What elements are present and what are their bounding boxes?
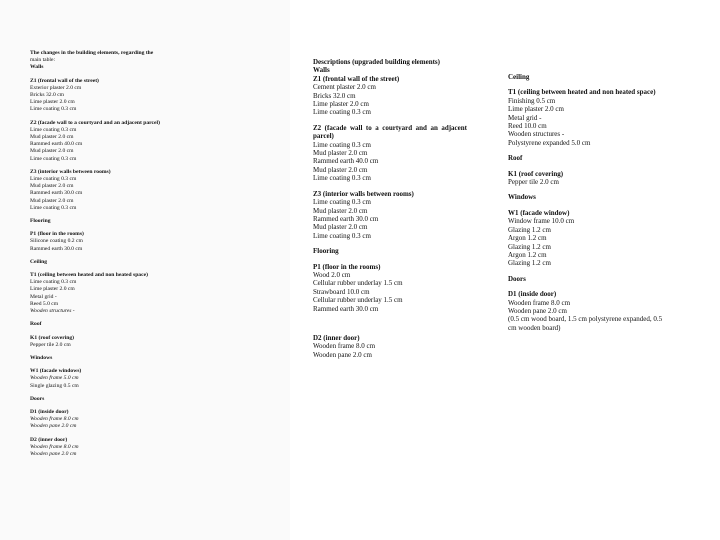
text-line: Wooden frame 8.0 cm bbox=[30, 416, 79, 423]
section-heading: D1 (inside door) bbox=[508, 290, 557, 299]
text-line: Cement plaster 2.0 cm bbox=[313, 83, 376, 92]
line-gap bbox=[508, 163, 708, 170]
text-line: Lime plaster 2.0 cm bbox=[30, 286, 75, 293]
text-line: Wooden pane 2.0 cm bbox=[30, 423, 77, 430]
section-heading: D2 (inner door) bbox=[313, 333, 360, 342]
text-line: Reed 5.0 cm bbox=[30, 300, 59, 307]
section-heading: Descriptions (upgraded building elements) bbox=[313, 58, 440, 66]
text-line: Mud plaster 2.0 cm bbox=[30, 197, 74, 204]
text-line: Rammed earth 30.0 cm bbox=[30, 245, 83, 252]
section-heading: Z2 (facade wall to a courtyard and an adjacent parcel) bbox=[30, 119, 160, 126]
text-line: Lime coating 0.3 cm bbox=[30, 106, 77, 113]
section-heading: Z1 (frontal wall of the street) bbox=[313, 74, 400, 83]
text-line: Wooden pane 2.0 cm bbox=[508, 306, 567, 315]
section-heading: Walls bbox=[30, 64, 44, 71]
text-line: cm wooden board) bbox=[508, 323, 561, 332]
text-line: Pepper tile 2.0 cm bbox=[508, 178, 559, 187]
section-heading: K1 (roof covering) bbox=[508, 169, 564, 178]
text-line: (0.5 cm wood board, 1.5 cm polystyrene expanded, 0.5 bbox=[508, 315, 663, 324]
section-heading: K1 (roof covering) bbox=[30, 334, 75, 341]
text-line: Strawboard 10.0 cm bbox=[313, 287, 370, 296]
text-line: Mud plaster 2.0 cm bbox=[30, 148, 74, 155]
text-line: Wooden pane 2.0 cm bbox=[313, 350, 372, 359]
section-heading: W1 (facade window) bbox=[508, 208, 570, 217]
text-line: Lime plaster 2.0 cm bbox=[30, 99, 75, 106]
original-elements-column bbox=[30, 50, 278, 458]
text-line: Lime plaster 2.0 cm bbox=[313, 100, 369, 109]
section-heading: D2 (inner door) bbox=[30, 436, 68, 443]
text-line: Rammed earth 40.0 cm bbox=[313, 157, 379, 166]
section-heading: Z2 (facade wall to a courtyard and an adjacent bbox=[313, 123, 467, 132]
text-line: Wooden pane 2.0 cm bbox=[30, 450, 77, 457]
section-heading: P1 (floor in the rooms) bbox=[30, 231, 84, 238]
line-gap bbox=[508, 186, 708, 193]
text-line: Rammed earth 30.0 cm bbox=[313, 304, 379, 313]
text-line: Bricks 32.0 cm bbox=[313, 91, 356, 100]
section-heading: parcel) bbox=[313, 132, 334, 141]
section-heading: Doors bbox=[30, 395, 45, 402]
section-heading: The changes in the building elements, regarding the bbox=[30, 50, 154, 56]
text-line: Silicone coating 0.2 cm bbox=[30, 238, 83, 245]
upgraded-elements-column-2 bbox=[508, 73, 708, 332]
section-heading: Flooring bbox=[313, 247, 339, 256]
text-line: Window frame 10.0 cm bbox=[508, 217, 575, 226]
section-heading: T1 (ceiling between heated and non heated space) bbox=[30, 272, 148, 279]
text-line: Rammed earth 30.0 cm bbox=[30, 190, 83, 197]
upgraded-elements-column bbox=[313, 58, 503, 359]
text-line: Finishing 0.5 cm bbox=[508, 96, 556, 105]
line-gap bbox=[508, 202, 708, 209]
section-heading: Roof bbox=[508, 154, 523, 163]
text-line: Lime coating 0.3 cm bbox=[313, 198, 371, 207]
text-line: Lime coating 0.3 cm bbox=[313, 231, 371, 240]
section-heading: Windows bbox=[508, 193, 536, 202]
line-gap bbox=[313, 240, 503, 247]
section-heading: P1 (floor in the rooms) bbox=[313, 262, 381, 271]
text-line: Wooden frame 8.0 cm bbox=[508, 298, 571, 307]
section-heading: Z3 (interior walls between rooms) bbox=[30, 168, 111, 175]
text-line: Mud plaster 2.0 cm bbox=[30, 134, 74, 141]
text-line: Single glazing 0.5 cm bbox=[30, 382, 79, 389]
section-heading: Ceiling bbox=[508, 73, 530, 81]
text-line: Mud plaster 2.0 cm bbox=[30, 183, 74, 190]
section-heading: Roof bbox=[30, 321, 42, 328]
text-line: Metal grid - bbox=[508, 113, 542, 122]
text-line: Glazing 1.2 cm bbox=[508, 225, 551, 234]
line-gap bbox=[313, 320, 503, 327]
line-gap bbox=[508, 147, 708, 154]
text-line: Glazing 1.2 cm bbox=[508, 242, 551, 251]
text-line: Cellular rubber underlay 1.5 cm bbox=[313, 279, 403, 288]
text-line: Argon 1.2 cm bbox=[508, 234, 547, 243]
section-heading: Windows bbox=[30, 354, 53, 361]
text-line: Cellular rubber underlay 1.5 cm bbox=[313, 296, 403, 305]
line-gap bbox=[508, 283, 708, 290]
text-line: Glazing 1.2 cm bbox=[508, 259, 551, 268]
text-line: Rammed earth 40.0 cm bbox=[30, 141, 83, 148]
text-line: Polystyrene expanded 5.0 cm bbox=[508, 138, 591, 147]
text-line: Mud plaster 2.0 cm bbox=[313, 165, 368, 174]
text-line: Wooden structures - bbox=[508, 130, 565, 139]
text-line: Lime coating 0.3 cm bbox=[30, 126, 77, 133]
text-line: Lime coating 0.3 cm bbox=[30, 279, 77, 286]
text-line: Wooden structures - bbox=[30, 308, 75, 315]
text-line: Wooden frame 5.0 cm bbox=[30, 375, 79, 382]
text-line: Pepper tile 2.0 cm bbox=[30, 341, 71, 348]
line-gap bbox=[313, 256, 503, 263]
text-line: Wooden frame 8.0 cm bbox=[30, 443, 79, 450]
text-line: Lime plaster 2.0 cm bbox=[508, 105, 564, 114]
text-line: Lime coating 0.3 cm bbox=[30, 204, 77, 211]
section-heading: Z1 (frontal wall of the street) bbox=[30, 77, 99, 84]
text-line: Argon 1.2 cm bbox=[508, 250, 547, 259]
line-gap bbox=[313, 327, 503, 334]
line-gap bbox=[508, 268, 708, 275]
text-line: Wooden frame 8.0 cm bbox=[313, 342, 376, 351]
text-line: Reed 10.0 cm bbox=[508, 122, 547, 131]
section-heading: T1 (ceiling between heated and non heated space) bbox=[508, 88, 656, 97]
text-line: Rammed earth 30.0 cm bbox=[313, 214, 379, 223]
text-line: Exterior plaster 2.0 cm bbox=[30, 84, 82, 91]
text-line: Lime coating 0.3 cm bbox=[30, 176, 77, 183]
text-line: Mud plaster 2.0 cm bbox=[313, 223, 368, 232]
text-line: Lime coating 0.3 cm bbox=[30, 155, 77, 162]
text-line: Lime coating 0.3 cm bbox=[313, 140, 371, 149]
text-line: Lime coating 0.3 cm bbox=[313, 174, 371, 183]
section-heading: Flooring bbox=[30, 218, 51, 225]
line-gap bbox=[313, 313, 503, 320]
section-heading: W1 (facade windows) bbox=[30, 368, 82, 375]
text-line: Bricks 32.0 cm bbox=[30, 92, 65, 99]
section-heading: D1 (inside door) bbox=[30, 408, 69, 415]
text-line: Mud plaster 2.0 cm bbox=[313, 206, 368, 215]
section-heading: Ceiling bbox=[30, 258, 48, 265]
section-heading: Z3 (interior walls between rooms) bbox=[313, 189, 414, 198]
text-line: Wood 2.0 cm bbox=[313, 270, 351, 279]
section-heading: Doors bbox=[508, 274, 526, 283]
section-heading: Walls bbox=[313, 66, 330, 75]
text-line: Lime coating 0.3 cm bbox=[313, 108, 371, 117]
line-gap bbox=[508, 81, 708, 88]
line-gap bbox=[313, 117, 503, 124]
text-line: Mud plaster 2.0 cm bbox=[313, 149, 368, 158]
text-line: main table: bbox=[30, 57, 56, 64]
line-gap bbox=[313, 183, 503, 190]
text-line: Metal grid - bbox=[30, 293, 57, 300]
